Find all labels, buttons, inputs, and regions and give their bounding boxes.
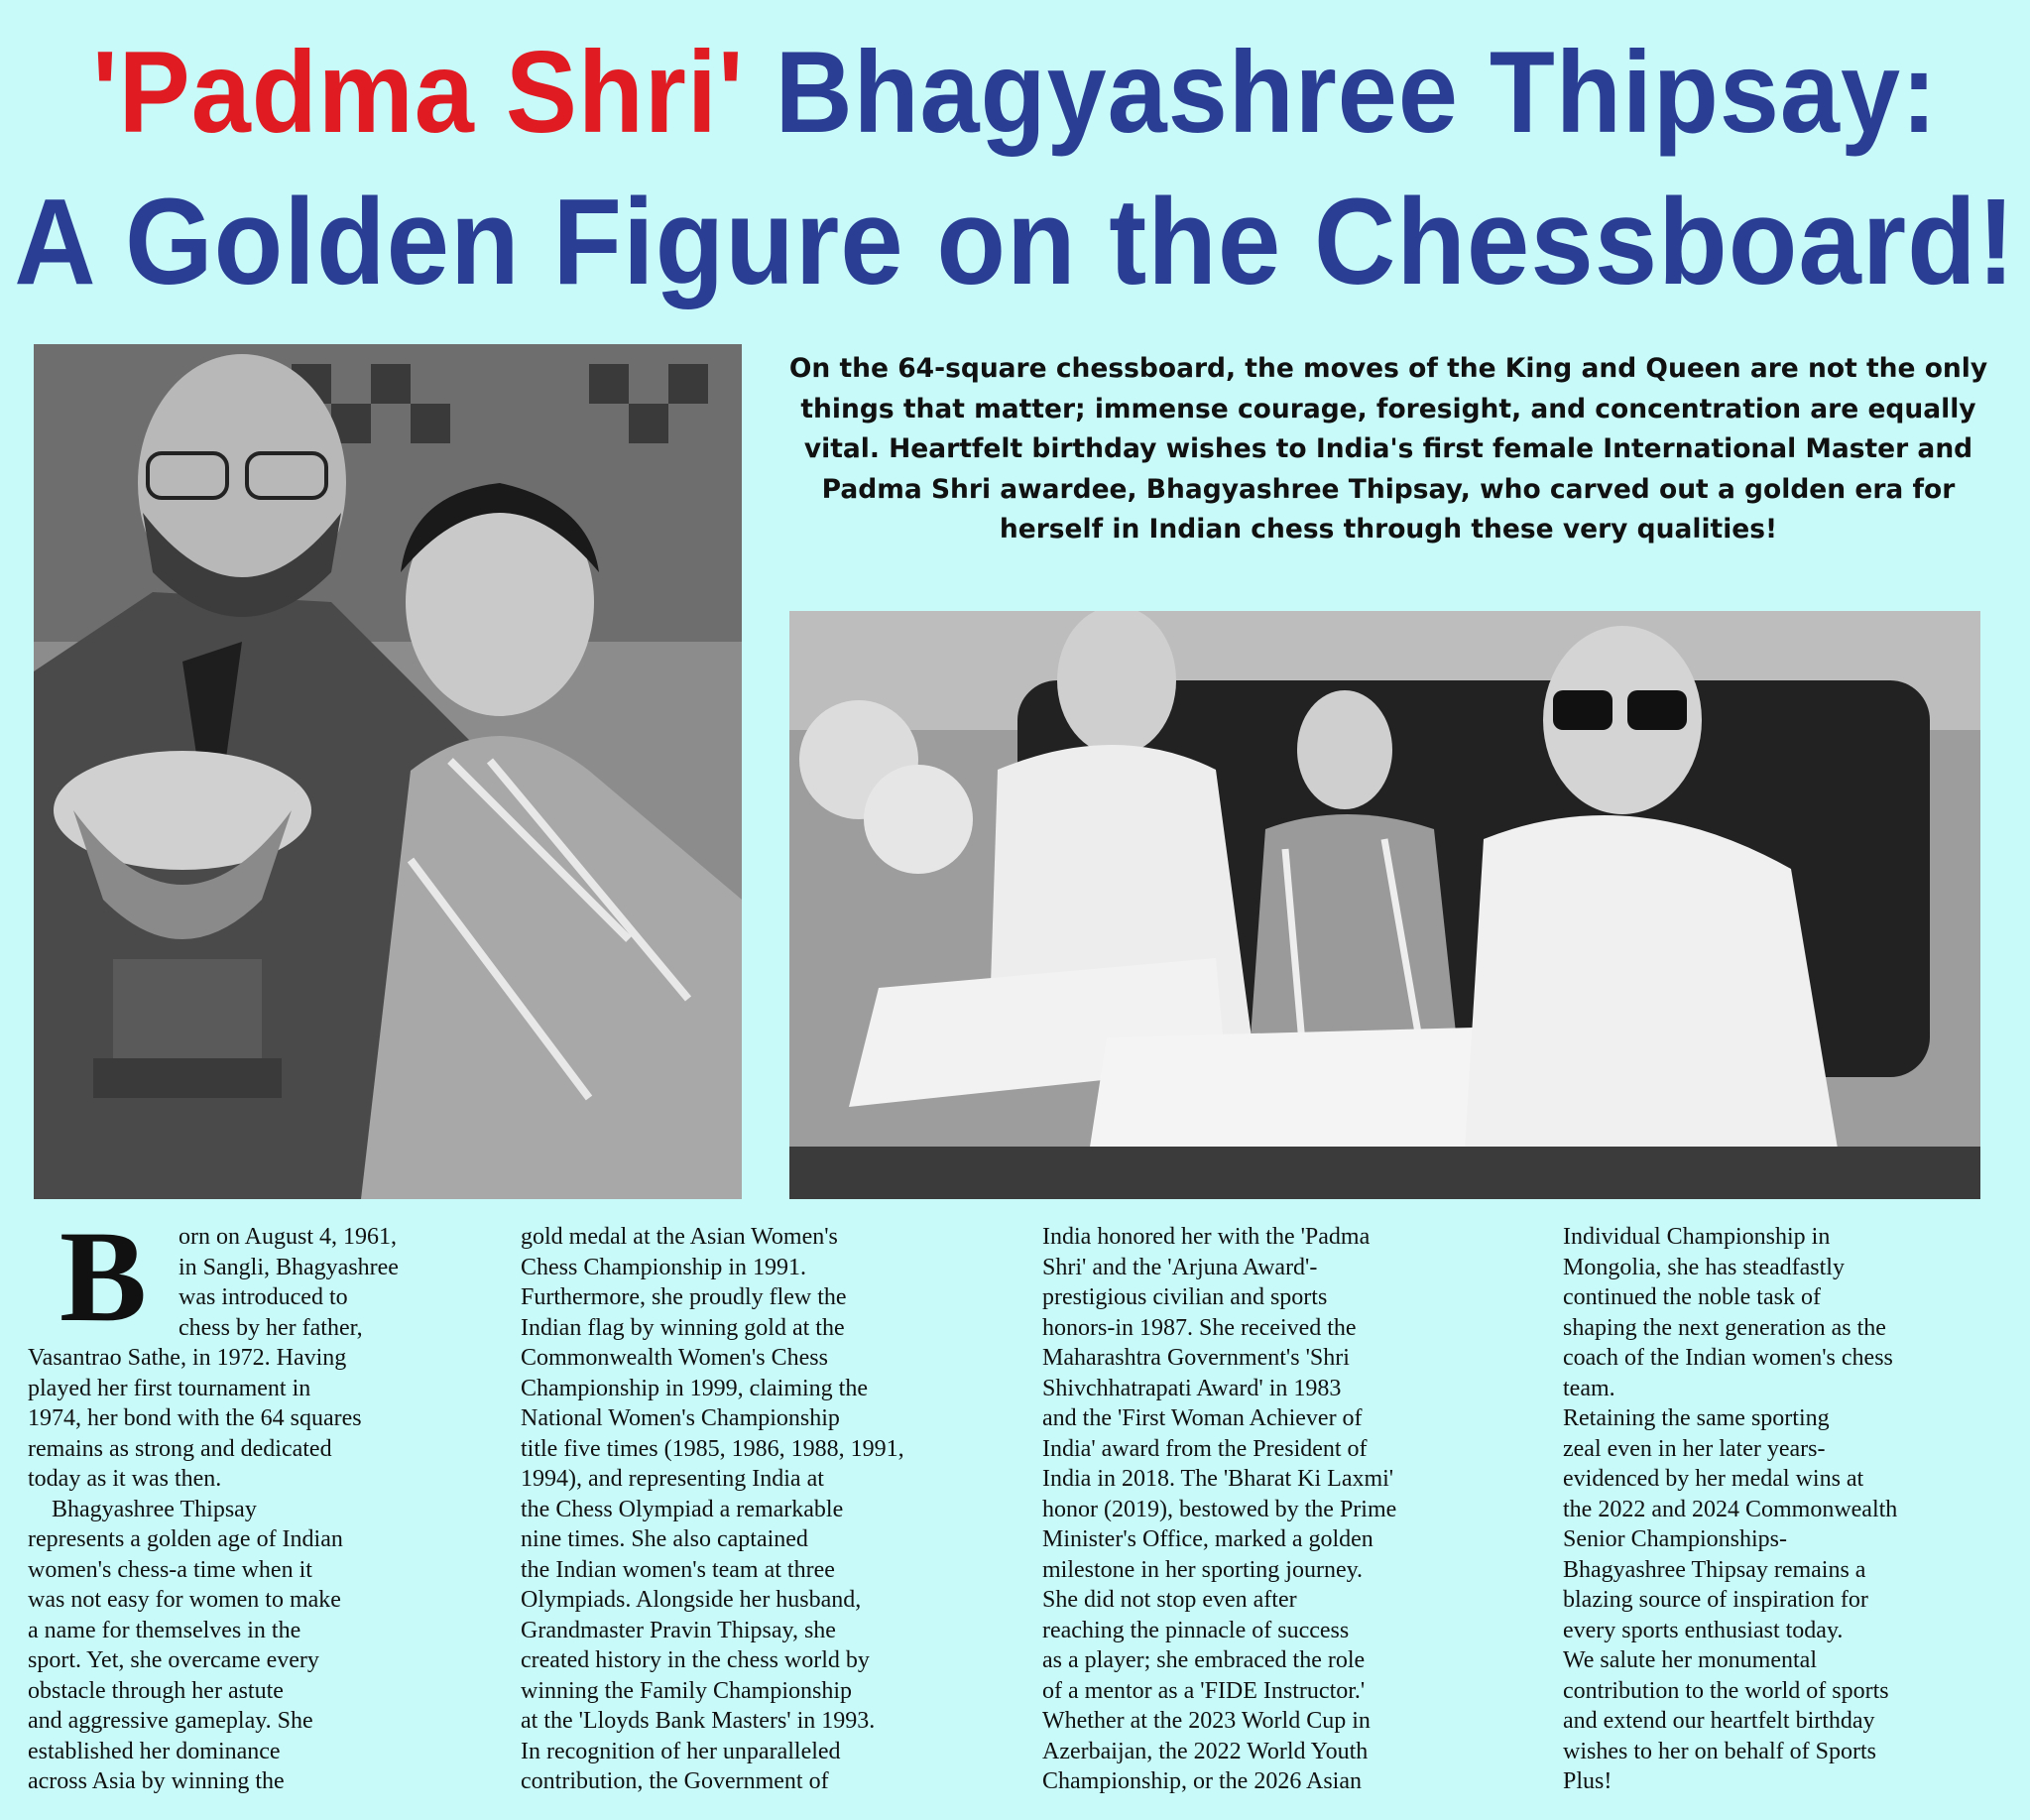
article-column-1-text	[28, 1222, 484, 1797]
article-column-1-line: remains as strong and dedicated	[28, 1435, 332, 1462]
article-column-1-line: Vasantrao Sathe, in 1972. Having	[28, 1345, 347, 1371]
intro-paragraph: On the 64-square chessboard, the moves of the King and Queen are not the only things that matter; immense courage, foresight, and concentration are equally vital. Heartfelt birthday wishes to India's first female International Master and Padma Shri awardee, Bhagyashree Thipsay, who carved out a golden era for herself in Indian chess through these very qualities!	[788, 353, 1988, 545]
article-column-1-line: established her dominance	[28, 1738, 281, 1764]
headline-red-text: 'Padma Shri'	[92, 27, 745, 157]
article-column-1-line: orn on August 4, 1961,	[179, 1224, 398, 1250]
article-column-1-line: women's chess-a time when it	[28, 1556, 312, 1583]
article-column-1-line: represents a golden age of Indian	[28, 1526, 343, 1552]
article-column-1-line: played her first tournament in	[28, 1375, 311, 1401]
article-column-1-line: in Sangli, Bhagyashree	[179, 1254, 399, 1280]
article-column-1-line: today as it was then.	[28, 1466, 222, 1492]
article-column-1-line: was not easy for women to make	[28, 1587, 341, 1613]
article-column-1-line: across Asia by winning the	[28, 1768, 285, 1794]
article-column-1-line: 1974, her bond with the 64 squares	[28, 1405, 362, 1431]
headline-line-1	[0, 23, 2030, 162]
article-column-1	[28, 1222, 484, 1797]
headline-line-2: A Golden Figure on the Chessboard!	[14, 174, 2016, 311]
article-column-1-line: obstacle through her astute	[28, 1677, 284, 1704]
article-column-1-line: Bhagyashree Thipsay	[28, 1496, 257, 1522]
photo-trophy-presentation	[34, 344, 742, 1199]
article-column-4: Individual Championship in Mongolia, she has steadfastly continued the noble task of shaping the next generation as the coach of the Indian women's chess team. Retaining the same sporting zeal even in her later years- evidenced by her medal wins at the 2022 and 2024 Commonwealth Senior Championships- Bhagyashree Thipsay remains a blazing source of inspiration for every sports enthusiast today. We salute her monumental contribution to the world of sports and extend our heartfelt birthday wishes to her on behalf of Sports Plus!	[1563, 1224, 1898, 1794]
article-column-1-line: was introduced to	[179, 1284, 348, 1310]
article-column-2: gold medal at the Asian Women's Chess Championship in 1991. Furthermore, she proudly flew the Indian flag by winning gold at the Commonwealth Women's Chess Championship in 1999, claiming the National Women's Championship title five times (1985, 1986, 1988, 1991, 1994), and representing India at the Chess Olympiad a remarkable nine times. She also captained the Indian women's team at three Olympiads. Alongside her husband, Grandmaster Pravin Thipsay, she created history in the chess world by winning the Family Championship at the 'Lloyds Bank Masters' in 1993. In recognition of her unparalleled contribution, the Government of	[521, 1224, 904, 1794]
drop-cap: B	[60, 1203, 148, 1349]
article-column-3: India honored her with the 'Padma Shri' and the 'Arjuna Award'- prestigious civilian and sports honors-in 1987. She received the Maharashtra Government's 'Shri Shivchhatrapati Award' in 1983 and the 'First Woman Achiever of India' award from the President of India in 2018. The 'Bharat Ki Laxmi' honor (2019), bestowed by the Prime Minister's Office, marked a golden milestone in her sporting journey. She did not stop even after reaching the pinnacle of success as a player; she embraced the role of a mentor as a 'FIDE Instructor.' Whether at the 2023 World Cup in Azerbaijan, the 2022 World Youth Championship, or the 2026 Asian	[1042, 1224, 1397, 1794]
article-column-1-line: sport. Yet, she overcame every	[28, 1647, 319, 1673]
article-column-1-line: a name for themselves in the	[28, 1617, 301, 1643]
headline-blue-text: Bhagyashree Thipsay:	[744, 27, 1938, 157]
article-column-1-line: chess by her father,	[179, 1314, 363, 1341]
photo-seated-group	[789, 611, 1980, 1199]
article-column-1-line: and aggressive gameplay. She	[28, 1708, 313, 1734]
